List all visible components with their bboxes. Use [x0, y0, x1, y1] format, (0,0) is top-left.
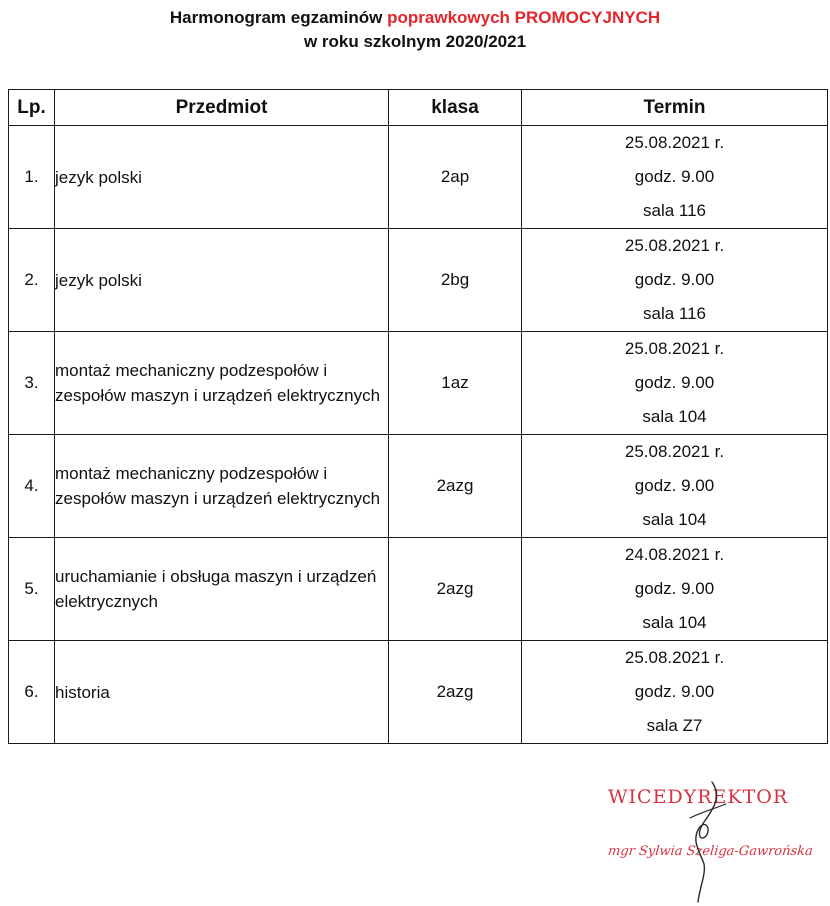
- row-number: 1.: [9, 126, 55, 229]
- row-time: godz. 9.00: [634, 476, 715, 495]
- table-row: [9, 641, 828, 744]
- row-room: sala 116: [642, 201, 706, 220]
- row-room: sala 116: [642, 304, 706, 323]
- stamp-title: WICEDYREKTOR: [608, 786, 789, 808]
- row-termin: [522, 229, 828, 332]
- row-number: 4.: [9, 435, 55, 538]
- row-time: godz. 9.00: [634, 579, 715, 598]
- row-termin: [522, 332, 828, 435]
- table-row: [9, 126, 828, 229]
- row-number: 3.: [9, 332, 55, 435]
- row-subject: montaż mechaniczny podzespołów i zespołów maszyn i urządzeń elektrycznych: [55, 435, 389, 538]
- row-termin: [522, 538, 828, 641]
- row-class: 2ap: [389, 126, 522, 229]
- table-row: [9, 229, 828, 332]
- row-class: 2bg: [389, 229, 522, 332]
- header-lp: Lp.: [9, 90, 55, 126]
- row-class: 1az: [389, 332, 522, 435]
- row-room: sala 104: [642, 510, 707, 529]
- row-room: sala Z7: [646, 716, 703, 735]
- row-date: 25.08.2021 r.: [624, 236, 725, 255]
- row-date: 25.08.2021 r.: [624, 648, 725, 667]
- document-title: [0, 6, 830, 54]
- row-number: 2.: [9, 229, 55, 332]
- row-termin: [522, 641, 828, 744]
- header-date: Termin: [522, 90, 828, 126]
- row-subject: uruchamianie i obsługa maszyn i urządzeń elektrycznych: [55, 538, 389, 641]
- row-room: sala 104: [642, 407, 707, 426]
- table-row: [9, 332, 828, 435]
- row-room: sala 104: [642, 613, 707, 632]
- handwritten-signature: [660, 778, 750, 906]
- row-class: 2azg: [389, 538, 522, 641]
- row-time: godz. 9.00: [634, 167, 715, 186]
- row-time: godz. 9.00: [634, 270, 715, 289]
- row-date: 24.08.2021 r.: [624, 545, 725, 564]
- row-time: godz. 9.00: [634, 373, 715, 392]
- row-number: 5.: [9, 538, 55, 641]
- exam-schedule-table: [8, 89, 828, 744]
- row-time: godz. 9.00: [634, 682, 715, 701]
- row-number: 6.: [9, 641, 55, 744]
- row-termin: [522, 126, 828, 229]
- title-prefix: Harmonogram egzaminów: [169, 8, 388, 27]
- row-date: 25.08.2021 r.: [624, 339, 725, 358]
- header-class: klasa: [389, 90, 522, 126]
- title-line-1: [0, 6, 830, 30]
- row-class: 2azg: [389, 641, 522, 744]
- header-subject: Przedmiot: [55, 90, 389, 126]
- signature-stamp: [560, 770, 830, 906]
- title-line-2: w roku szkolnym 2020/2021: [303, 32, 527, 51]
- table-row: [9, 538, 828, 641]
- row-date: 25.08.2021 r.: [624, 442, 725, 461]
- row-subject: montaż mechaniczny podzespołów i zespołów maszyn i urządzeń elektrycznych: [55, 332, 389, 435]
- row-termin: [522, 435, 828, 538]
- row-subject: jezyk polski: [55, 229, 389, 332]
- row-subject: jezyk polski: [55, 126, 389, 229]
- stamp-name: mgr Sylwia Szeliga-Gawrońska: [607, 844, 814, 859]
- row-class: 2azg: [389, 435, 522, 538]
- title-highlight: poprawkowych PROMOCYJNYCH: [387, 8, 661, 27]
- table-row: [9, 435, 828, 538]
- row-date: 25.08.2021 r.: [624, 133, 725, 152]
- row-subject: historia: [55, 641, 389, 744]
- table-header-row: [9, 90, 828, 126]
